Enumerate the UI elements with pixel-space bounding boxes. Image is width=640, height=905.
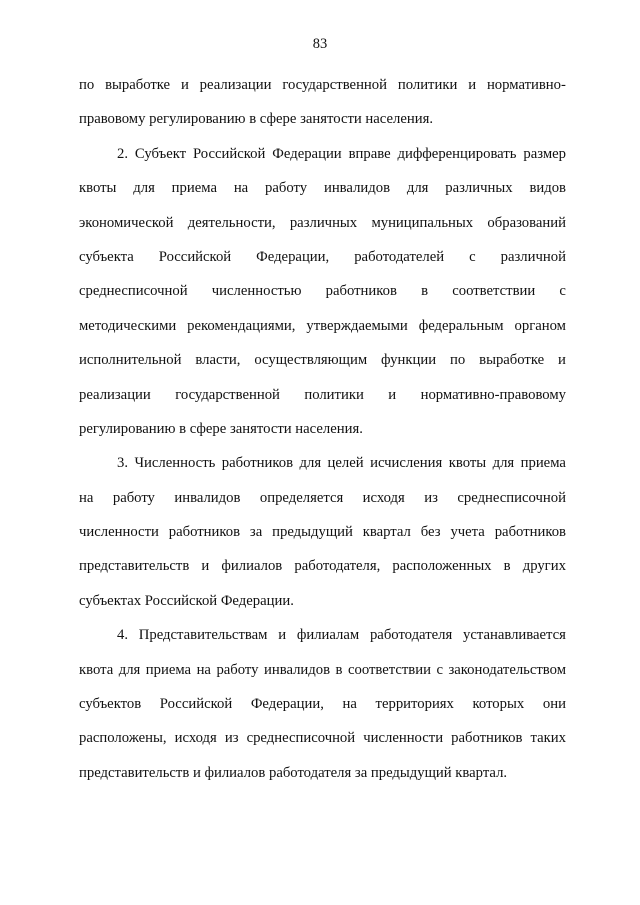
paragraph bbox=[79, 446, 566, 618]
text-line: методическими рекомендациями, утверждаемыми федеральным органом bbox=[79, 317, 566, 334]
paragraph bbox=[79, 137, 566, 447]
text-line: 2. Субъект Российской Федерации вправе дифференцировать размер bbox=[117, 145, 566, 162]
paragraph bbox=[79, 618, 566, 790]
text-line: регулированию в сфере занятости населения. bbox=[79, 420, 363, 437]
text-line: квоты для приема на работу инвалидов для различных видов bbox=[79, 180, 566, 197]
text-line: расположены, исходя из среднесписочной численности работников таких bbox=[79, 730, 566, 747]
text-line: на работу инвалидов определяется исходя из среднесписочной bbox=[79, 489, 566, 506]
text-line: по выработке и реализации государственной политики и нормативно- bbox=[79, 77, 566, 93]
text-line: субъекта Российской Федерации, работодателей с различной bbox=[79, 248, 566, 265]
text-line: 3. Численность работников для целей исчисления квоты для приема bbox=[117, 455, 566, 472]
text-line: правовому регулированию в сфере занятости населения. bbox=[79, 111, 434, 128]
text-line: реализации государственной политики и нормативно-правовому bbox=[79, 386, 566, 403]
text-line: квота для приема на работу инвалидов в соответствии с законодательством bbox=[79, 661, 566, 678]
text-line: исполнительной власти, осуществляющим функции по выработке и bbox=[79, 352, 566, 369]
text-line: экономической деятельности, различных муниципальных образований bbox=[79, 214, 566, 231]
page-number: 83 bbox=[312, 36, 328, 52]
text-line: численности работников за предыдущий квартал без учета работников bbox=[79, 524, 566, 541]
text-line: 4. Представительствам и филиалам работодателя устанавливается bbox=[117, 627, 566, 644]
text-line: представительств и филиалов работодателя, расположенных в других bbox=[79, 558, 566, 575]
text-line: среднесписочной численностью работников в соответствии с bbox=[79, 283, 566, 300]
paragraph bbox=[79, 68, 566, 137]
text-line: субъектах Российской Федерации. bbox=[79, 592, 294, 609]
text-line: представительств и филиалов работодателя за предыдущий квартал. bbox=[79, 764, 508, 781]
document-body bbox=[79, 68, 566, 790]
text-line: субъектов Российской Федерации, на территориях которых они bbox=[79, 696, 566, 713]
